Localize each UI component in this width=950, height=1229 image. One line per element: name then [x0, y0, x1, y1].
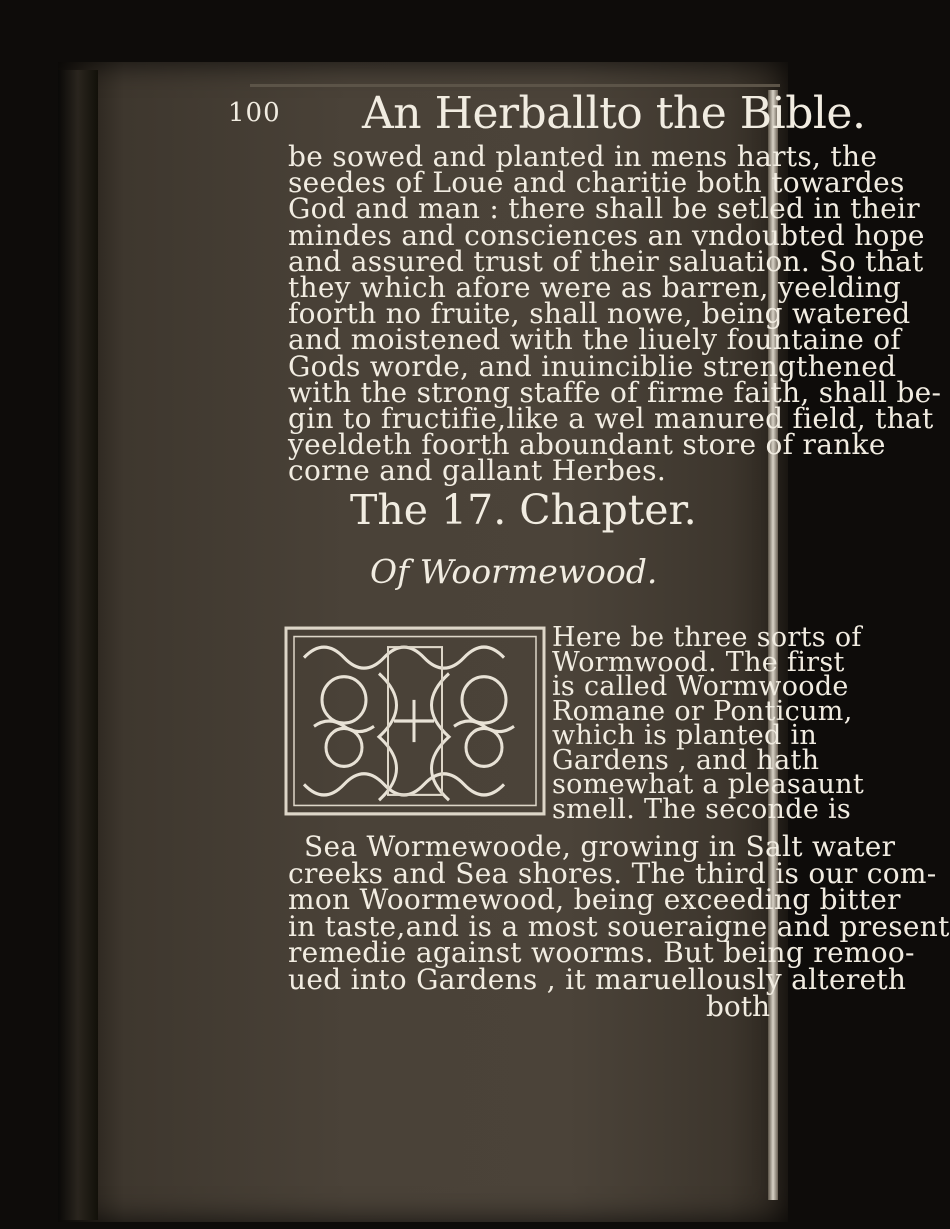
- body-line: corne and gallant Herbes.: [288, 454, 667, 488]
- page-number: 100: [228, 98, 281, 128]
- body-line: remedie against woorms. But being remoo-: [288, 936, 915, 969]
- wrapped-line: smell. The seconde is: [552, 793, 852, 825]
- body-line: gin to fructifie,like a wel manured field, that: [288, 402, 934, 435]
- wrapped-line: Here be three sorts of: [552, 622, 862, 653]
- body-line: God and man : there shall be setled in their: [288, 192, 920, 226]
- body-line: Sea Wormewoode, growing in Salt water: [304, 830, 896, 863]
- body-line: creeks and Sea shores. The third is our com-: [288, 856, 937, 890]
- wrapped-line: Gardens , and hath: [552, 744, 820, 776]
- top-rule: [250, 84, 780, 87]
- body-line: with the strong staffe of firme faith, shall be-: [288, 375, 942, 409]
- wrapped-line: Wormwood. The first: [552, 646, 845, 678]
- body-line: they which afore were as barren, yeelding: [288, 271, 902, 304]
- wrapped-line: is called Wormwoode: [552, 671, 849, 702]
- body-line: in taste,and is a most soueraigne and present: [288, 909, 950, 943]
- body-line: Gods worde, and inuinciblie strengthened: [288, 349, 897, 383]
- body-line: ued into Gardens , it maruellously altereth: [288, 962, 907, 996]
- body-line: mindes and consciences an vndoubted hope: [288, 218, 925, 252]
- binding-gutter: [58, 70, 98, 1220]
- chapter-heading: The 17. Chapter.: [350, 486, 697, 534]
- body-line: seedes of Loue and charitie both towardes: [288, 166, 905, 200]
- body-line: mon Woormewood, being exceeding bitter: [288, 883, 901, 916]
- chapter-subtitle: Of Woormewood.: [370, 552, 658, 591]
- catchword: both: [706, 990, 771, 1023]
- body-line: and moistened with the liuely fountaine of: [288, 323, 902, 357]
- body-line: yeeldeth foorth aboundant store of ranke: [288, 428, 886, 462]
- wrapped-line: somewhat a pleasaunt: [552, 769, 864, 800]
- running-title: An Herballto the Bible.: [362, 88, 866, 139]
- body-line: foorth no fruite, shall nowe, being watered: [288, 297, 911, 331]
- wrapped-line: which is planted in: [552, 720, 818, 751]
- wrapped-line: Romane or Ponticum,: [552, 695, 853, 727]
- body-line: and assured trust of their saluation. So that: [288, 244, 924, 278]
- decorative-initial-block-icon: [284, 626, 546, 816]
- body-line: be sowed and planted in mens harts, the: [288, 140, 878, 173]
